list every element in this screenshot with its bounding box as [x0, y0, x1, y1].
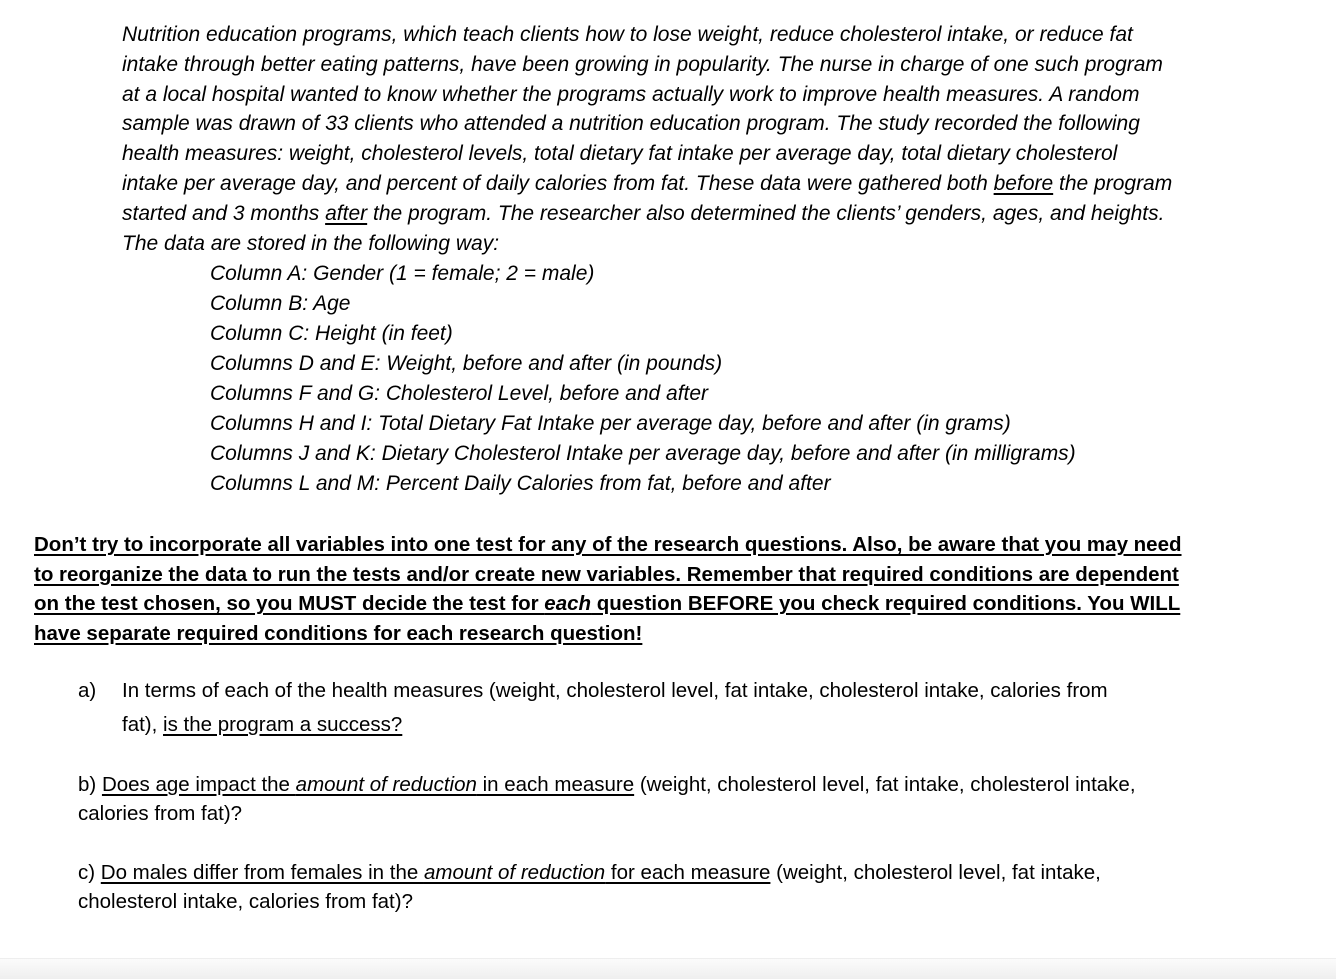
question-marker: c): [78, 861, 101, 884]
question-line: calories from fat)?: [78, 802, 243, 825]
question-c: [78, 858, 1318, 916]
intro-line: health measures: weight, cholesterol levels, total dietary fat intake per average day, total dietary cholesterol: [122, 142, 1118, 166]
column-item: Columns L and M: Percent Daily Calories from fat, before and after: [210, 472, 831, 495]
question-text: in each measure: [476, 773, 635, 796]
warning-line: [34, 589, 1274, 619]
question-line: [78, 770, 1318, 799]
intro-text: the program. The researcher also determined the clients’ genders, ages, and heights.: [367, 201, 1165, 225]
question-marker: b): [78, 773, 102, 796]
question-text: Do males differ from females in the: [100, 861, 424, 884]
intro-line: [122, 169, 1312, 199]
intro-line: Nutrition education programs, which teach clients how to lose weight, reduce cholesterol intake, or reduce fat: [122, 23, 1133, 46]
underlined-before: before: [993, 171, 1054, 195]
intro-line: at a local hospital wanted to know whether the programs actually work to improve health measures. A random: [122, 82, 1140, 106]
column-list: [210, 259, 1076, 499]
column-item: Column B: Age: [210, 292, 351, 315]
question-line: cholesterol intake, calories from fat)?: [78, 890, 413, 913]
column-item: Column A: Gender (1 = female; 2 = male): [210, 262, 595, 285]
warning-line: [34, 530, 1274, 560]
warning-text-part: question BEFORE you check required conditions. You WILL: [591, 592, 1181, 616]
column-item: Columns H and I: Total Dietary Fat Intake per average day, before and after (in grams): [210, 412, 1011, 435]
column-item: Columns F and G: Cholesterol Level, before and after: [210, 382, 709, 405]
intro-line: [122, 199, 1312, 229]
intro-text: intake per average day, and percent of daily calories from fat. These data were gathered both: [122, 171, 994, 195]
underlined-after: after: [325, 201, 368, 225]
question-underlined: is the program a success?: [163, 713, 403, 736]
intro-text: started and 3 months: [122, 201, 326, 225]
question-text: (weight, cholesterol level, fat intake, cholesterol intake,: [634, 773, 1136, 796]
question-underlined: [102, 773, 634, 796]
column-item: Columns D and E: Weight, before and after (in pounds): [210, 352, 723, 375]
warning-text: [34, 592, 1180, 615]
question-b: [78, 770, 1318, 828]
question-text: Does age impact the: [101, 773, 296, 796]
warning-text: Don’t try to incorporate all variables into one test for any of the research questions. Also, be aware that you may need: [34, 533, 1182, 556]
warning-line: [34, 560, 1274, 590]
bottom-edge: [0, 958, 1336, 979]
question-line: [122, 708, 1278, 742]
question-marker: a): [78, 679, 97, 702]
question-text: fat),: [122, 713, 164, 736]
question-underlined: [101, 861, 771, 884]
warning-emphasis: each: [544, 592, 592, 616]
question-text: (weight, cholesterol level, fat intake,: [770, 861, 1101, 884]
column-item: Columns J and K: Dietary Cholesterol Intake per average day, before and after (in milligrams): [210, 442, 1076, 465]
intro-paragraph: [122, 20, 1312, 258]
warning-line: [34, 619, 1274, 649]
column-item: Column C: Height (in feet): [210, 322, 453, 345]
warning-text: to reorganize the data to run the tests and/or create new variables. Remember that required conditions are dependent: [34, 562, 1179, 586]
question-emphasis: amount of reduction: [423, 861, 606, 884]
question-a: [78, 674, 1278, 742]
intro-text: the program: [1053, 171, 1173, 195]
warning-text: have separate required conditions for each research question!: [34, 621, 643, 645]
question-text: for each measure: [605, 861, 771, 884]
warning-text-part: on the test chosen, so you MUST decide the test for: [34, 592, 545, 616]
question-line: [78, 858, 1318, 887]
intro-line: intake through better eating patterns, have been growing in popularity. The nurse in charge of one such program: [122, 52, 1163, 76]
instructions-warning: [34, 530, 1274, 648]
question-body: [122, 674, 1278, 742]
intro-line: sample was drawn of 33 clients who attended a nutrition education program. The study recorded the following: [122, 112, 1140, 136]
question-emphasis: amount of reduction: [295, 773, 477, 796]
question-line: In terms of each of the health measures (weight, cholesterol level, fat intake, cholesterol intake, calories from: [122, 679, 1108, 702]
intro-line: The data are stored in the following way:: [122, 231, 500, 255]
